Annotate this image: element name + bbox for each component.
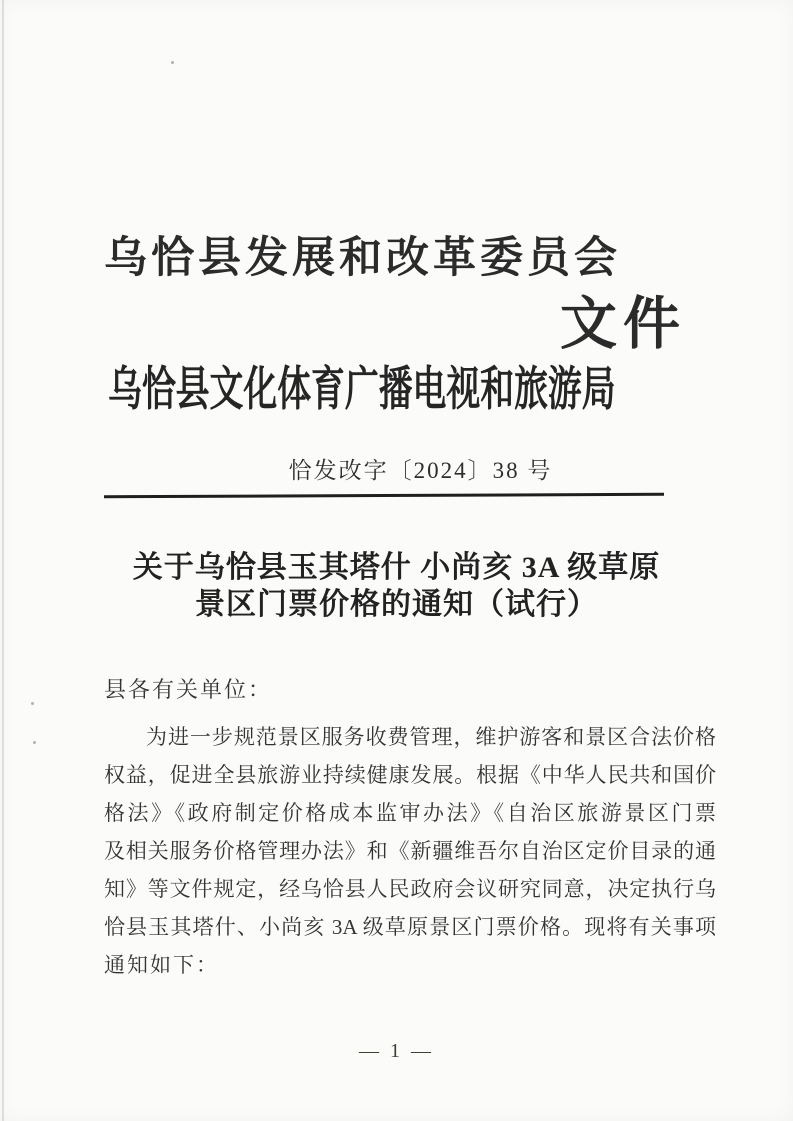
paragraph-line: 权益，促进全县旅游业持续健康发展。根据《中华人民共和国价 — [104, 763, 716, 787]
scan-speck — [171, 61, 174, 64]
paragraph-line: 格法》《政府制定价格成本监审办法》《自治区旅游景区门票 — [104, 801, 716, 825]
issuer-name-culture-tourism-bureau: 乌恰县文化体育广播电视和旅游局 — [108, 364, 616, 416]
document-title — [0, 549, 793, 623]
scan-speck — [33, 741, 36, 744]
salutation: 县各有关单位： — [104, 677, 273, 702]
page-number: — 1 — — [359, 1040, 434, 1062]
document-word-label: 文件 — [560, 293, 686, 356]
document-reference-number: 恰发改字〔2024〕38 号 — [288, 458, 553, 483]
paragraph-line: 恰县玉其塔什、小尚亥 3A 级草原景区门票价格。现将有关事项 — [104, 915, 716, 939]
paragraph-line: 通知如下： — [104, 953, 219, 977]
body-paragraph — [104, 718, 716, 984]
letterhead-divider-line — [104, 493, 664, 498]
paragraph-line: 为进一步规范景区服务收费管理，维护游客和景区合法价格 — [146, 725, 716, 749]
paragraph-line: 及相关服务价格管理办法》和《新疆维吾尔自治区定价目录的通 — [104, 839, 716, 863]
document-title-line1: 关于乌恰县玉其塔什 小尚亥 3A 级草原 — [132, 551, 661, 584]
issuer-name-development-reform-commission: 乌恰县发展和改革委员会 — [104, 235, 621, 282]
document-title-line2: 景区门票价格的通知（试行） — [195, 588, 598, 621]
scan-speck — [31, 702, 34, 705]
paragraph-line: 知》等文件规定，经乌恰县人民政府会议研究同意，决定执行乌 — [104, 877, 716, 901]
